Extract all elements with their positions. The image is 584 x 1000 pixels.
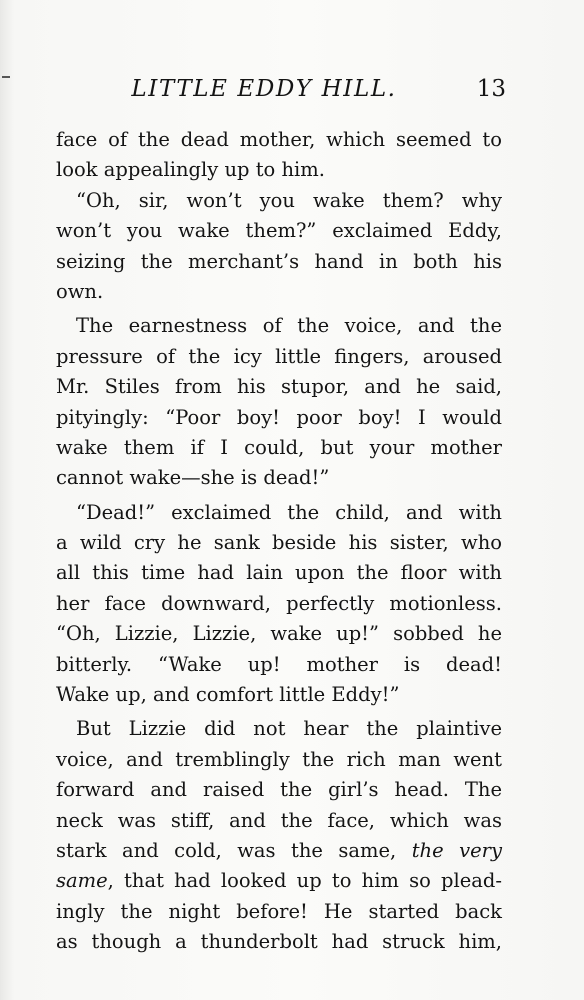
margin-mark [2,76,10,78]
text-line: forward and raised the girl’s head. The [56,778,502,802]
running-head: LITTLE EDDY HILL. [131,76,397,102]
text-line: neck was stiff, and the face, which was [56,808,502,832]
text-line: bitterly. “Wake up! mother is dead! [56,652,502,676]
page-header [56,76,506,110]
text-line: pityingly: “Poor boy! poor boy! I would [56,405,502,429]
text-line: “Oh, Lizzie, Lizzie, wake up!” sobbed he [56,622,502,646]
text-run: stark and cold, was the same, [56,838,412,862]
text-line: own. [56,279,104,303]
text-line: won’t you wake them?” exclaimed Eddy, [56,219,502,243]
italic-run: the very [411,838,503,862]
text-line: “Dead!” exclaimed the child, and with [76,500,502,524]
text-line: The earnestness of the voice, and the [76,314,502,338]
text-line: her face downward, perfectly motionless. [56,591,502,615]
text-line: ingly the night before! He started back [56,899,502,923]
text-line: face of the dead mother, which seemed to [56,128,502,151]
text-line: as though a thunderbolt had struck him, [56,930,502,954]
text-line: a wild cry he sank beside his sister, who [56,531,502,555]
body-text [56,125,502,958]
text-line: look appealingly up to him. [56,158,325,182]
text-line: voice, and tremblingly the rich man went [56,747,502,771]
text-run: , that had looked up to him so plead- [107,869,502,893]
text-line: Wake up, and comfort little Eddy!” [56,683,400,707]
text-line: “Oh, sir, won’t you wake them? why [76,188,502,212]
text-line: But Lizzie did not hear the plaintive [76,717,502,741]
text-line: wake them if I could, but your mother [56,435,502,459]
page-number: 13 [476,76,506,102]
text-line: all this time had lain upon the floor with [56,561,502,585]
text-line: cannot wake—she is dead!” [56,466,330,490]
text-line: pressure of the icy little fingers, aroused [56,344,502,368]
text-line [56,866,502,896]
italic-run: same [56,869,108,893]
text-line: seizing the merchant’s hand in both his [56,249,502,273]
text-line [56,836,502,866]
text-line: Mr. Stiles from his stupor, and he said, [56,375,502,399]
